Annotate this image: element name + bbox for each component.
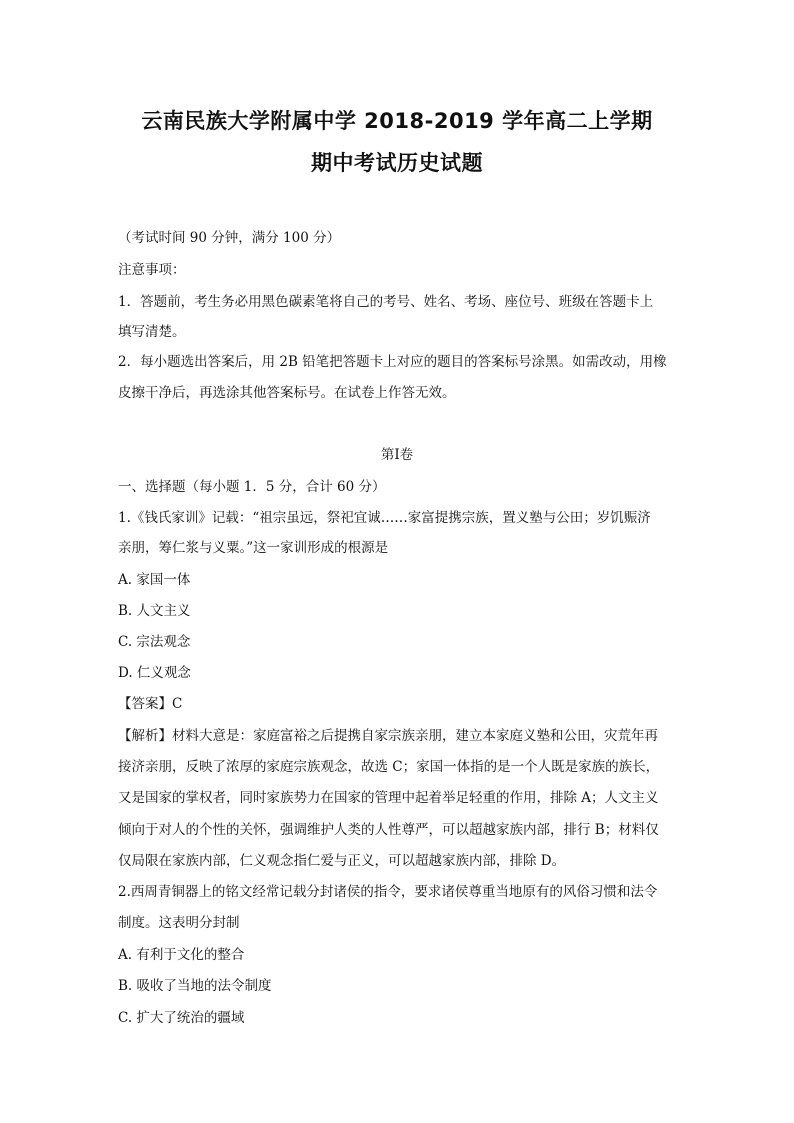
q2-option-b: B. 吸收了当地的法令制度 [118, 978, 272, 994]
q1-analysis-line-2: 接济亲朋，反映了浓厚的家庭宗族观念，故选 C；家国一体指的是一个人既是家族的族长， [118, 759, 660, 775]
q2-stem-line-1: 2.西周青铜器上的铭文经常记载分封诸侯的指令，要求诸侯尊重当地原有的风俗习惯和法令 [118, 884, 658, 900]
q2-option-a: A. 有利于文化的整合 [118, 947, 245, 963]
q1-analysis-line-3: 又是国家的掌权者，同时家族势力在国家的管理中起着举足轻重的作用，排除 A；人文主义 [118, 790, 659, 806]
notes-heading: 注意事项： [118, 262, 186, 278]
note-2-line-2: 皮擦干净后，再选涂其他答案标号。在试卷上作答无效。 [118, 385, 456, 401]
q2-option-c: C. 扩大了统治的疆域 [118, 1010, 245, 1026]
q1-option-d: D. 仁义观念 [118, 665, 191, 681]
q2-stem-line-2: 制度。这表明分封制 [118, 915, 240, 931]
q1-analysis-line-4: 倾向于对人的个性的关怀，强调维护人类的人性尊严，可以超越家族内部，排行 B；材料仅 [118, 822, 659, 838]
exam-title-line1: 云南民族大学附属中学 2018-2019 学年高二上学期 [141, 109, 653, 133]
q1-option-c: C. 宗法观念 [118, 634, 191, 650]
q1-answer: 【答案】C [118, 696, 183, 712]
note-2-line-1: 2．每小题选出答案后，用 2B 铅笔把答题卡上对应的题目的答案标号涂黑。如需改动，用橡 [118, 354, 667, 370]
note-1-line-1: 1．答题前，考生务必用黑色碳素笔将自己的考号、姓名、考场、座位号、班级在答题卡上 [118, 294, 654, 310]
q1-analysis-line-1: 【解析】材料大意是：家庭富裕之后提携自家宗族亲朋，建立本家庭义塾和公田，灾荒年再 [118, 728, 658, 744]
q1-stem-line-1: 1.《钱氏家训》记载：“祖宗虽远，祭祀宜诚……家富提携宗族，置义塾与公田；岁饥赈济 [118, 510, 651, 526]
q1-option-b: B. 人文主义 [118, 603, 191, 619]
volume-heading: 第Ⅰ卷 [380, 447, 414, 463]
section-heading: 一、选择题（每小题 1．5 分，合计 60 分） [118, 479, 386, 495]
q1-analysis-line-5: 仅局限在家族内部，仁义观念指仁爱与正义，可以超越家族内部，排除 D。 [118, 853, 566, 869]
q1-stem-line-2: 亲朋，筹仁浆与义粟。”这一家训形成的根源是 [118, 540, 389, 556]
q1-option-a: A. 家国一体 [118, 572, 191, 588]
exam-title-line2: 期中考试历史试题 [311, 151, 483, 175]
exam-info: （考试时间 90 分钟，满分 100 分） [118, 230, 341, 246]
note-1-line-2: 填写清楚。 [118, 324, 186, 340]
